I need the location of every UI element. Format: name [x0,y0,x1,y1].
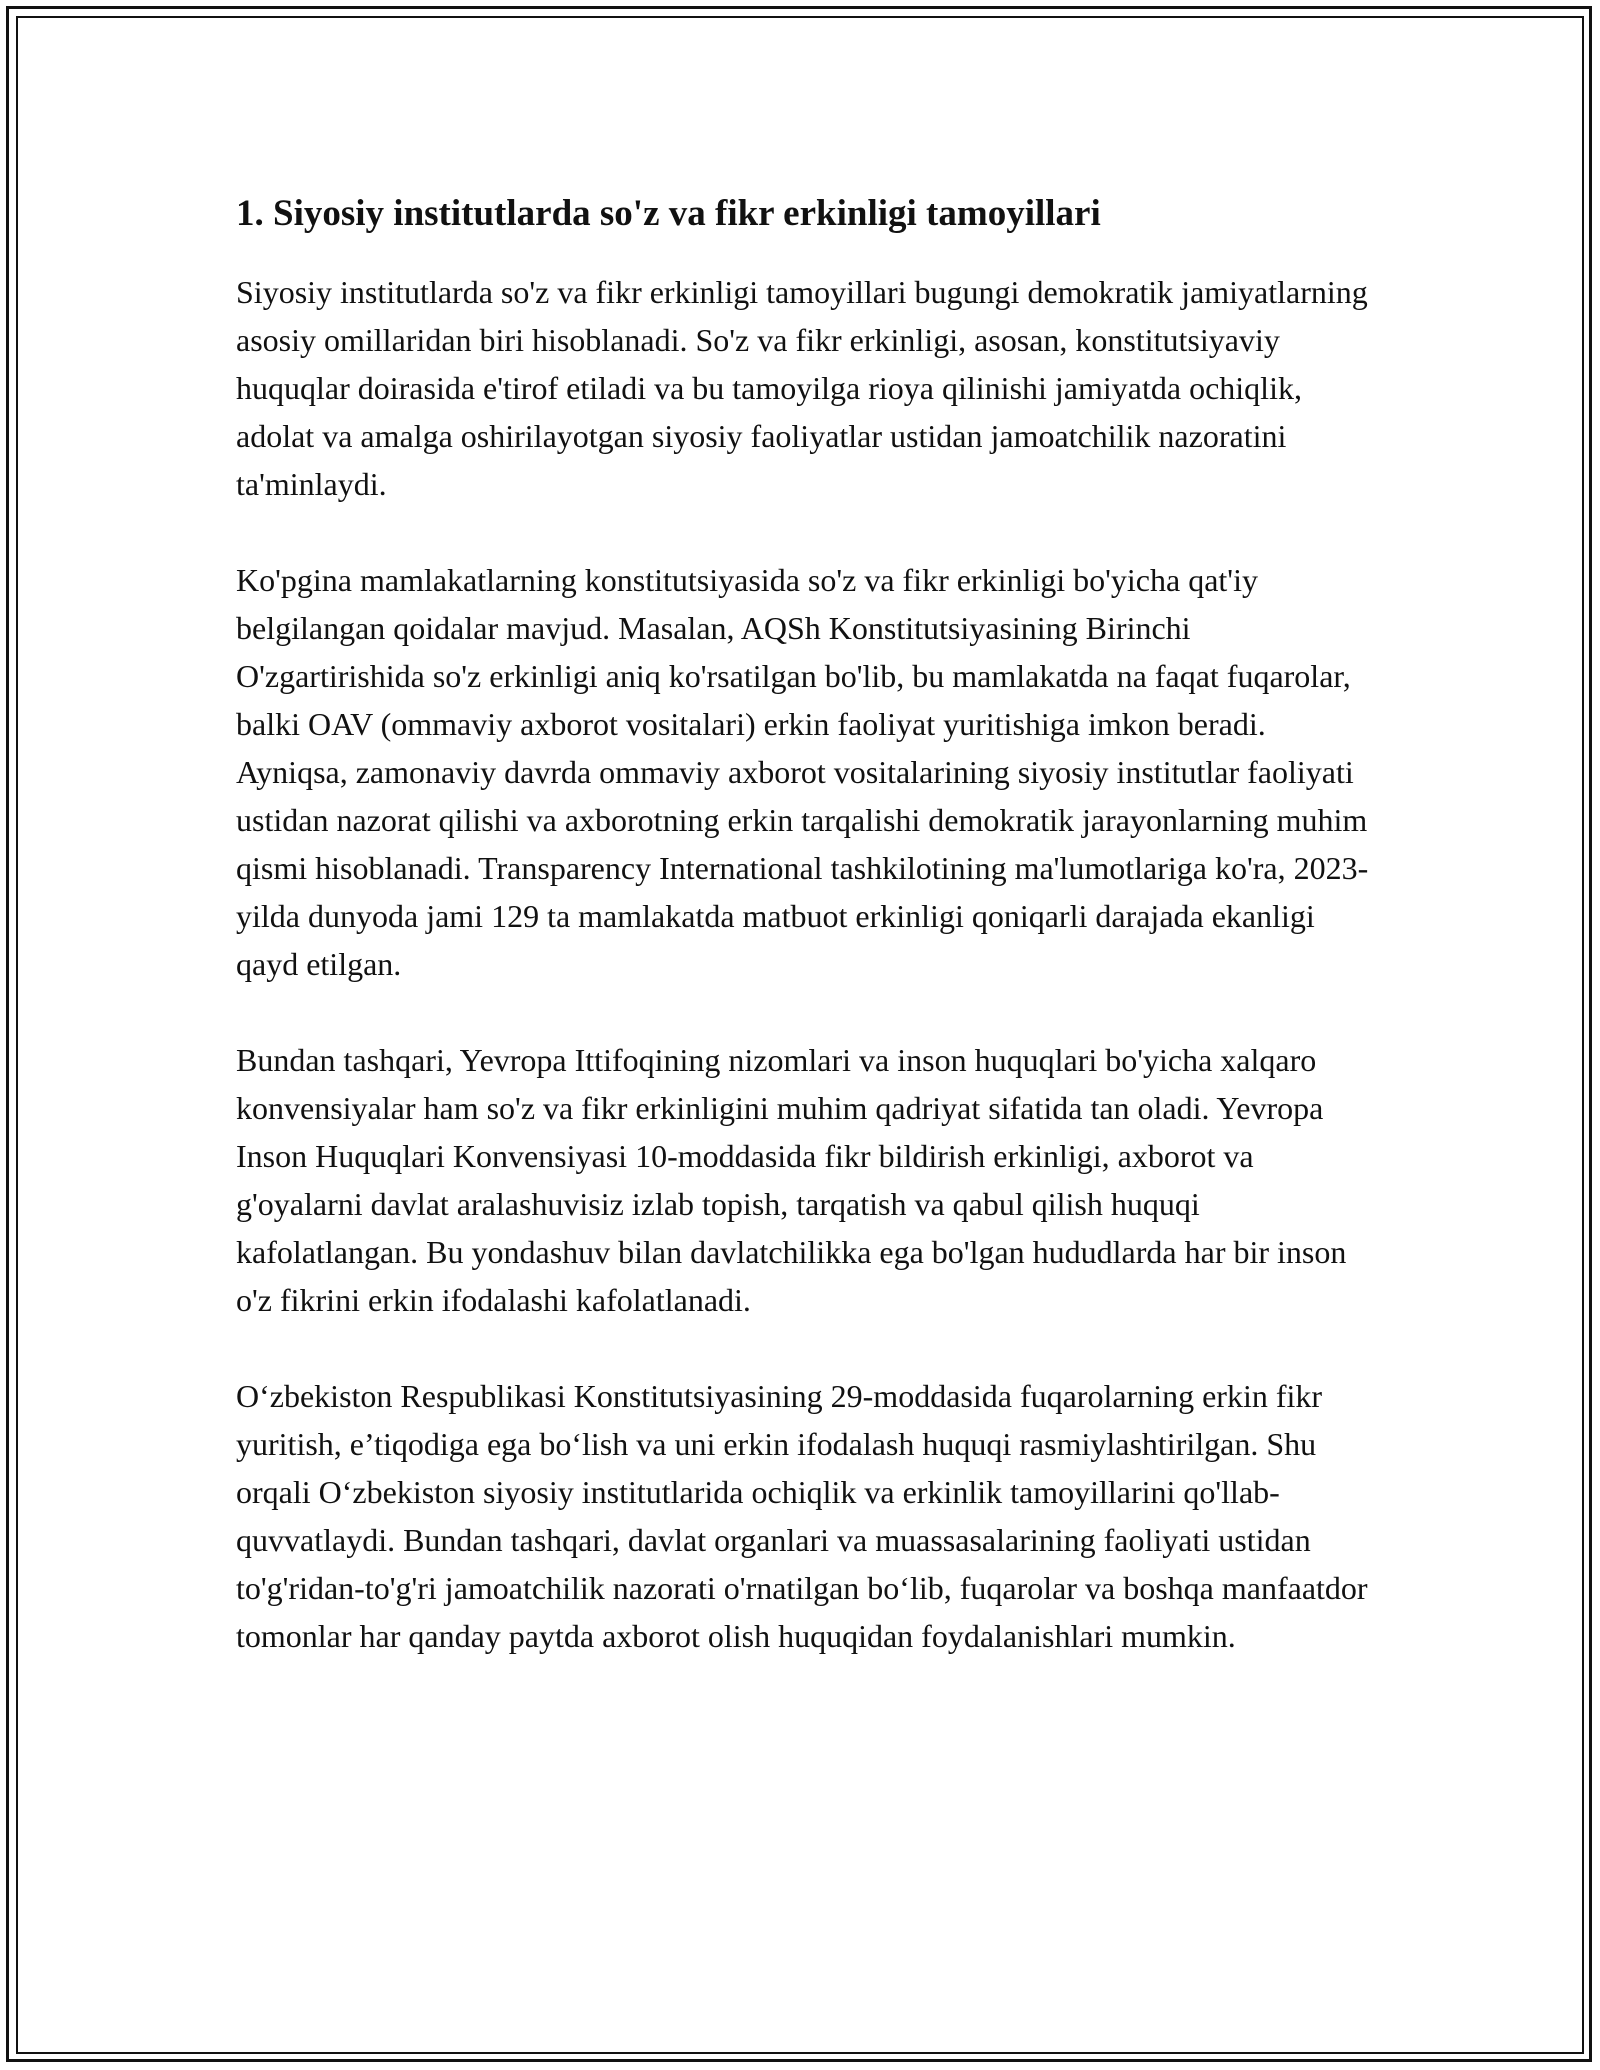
paragraph-1: Siyosiy institutlarda so'z va fikr erkinligi tamoyillari bugungi demokratik jamiyatlarning asosiy omillaridan biri hisoblanadi. So'z va fikr erkinligi, asosan, konstitutsiyaviy huquqlar doirasida e'tirof etiladi va bu tamoyilga rioya qilinishi jamiyatda ochiqlik, adolat va amalga oshirilayotgan siyosiy faoliyatlar ustidan jamoatchilik nazoratini ta'minlaydi. [236,274,1368,502]
paragraph-3: Bundan tashqari, Yevropa Ittifoqining nizomlari va inson huquqlari bo'yicha xalqaro konvensiyalar ham so'z va fikr erkinligini muhim qadriyat sifatida tan oladi. Yevropa Inson Huquqlari Konvensiyasi 10-moddasida fikr bildirish erkinligi, axborot va g'oyalarni davlat aralashuvisiz izlab topish, tarqatish va qabul qilish huquqi kafolatlangan. Bu yondashuv bilan davlatchilikka ega bo'lgan hududlarda har bir inson o'z fikrini erkin ifodalashi kafolatlanadi. [236,1042,1347,1318]
paragraph-4: O‘zbekiston Respublikasi Konstitutsiyasining 29-moddasida fuqarolarning erkin fikr yuritish, e’tiqodiga ega bo‘lish va uni erkin ifodalash huquqi rasmiylashtirilgan. Shu orqali O‘zbekiston siyosiy institutlarida ochiqlik va erkinlik tamoyillarini qo'llab-quvvatlaydi. Bundan tashqari, davlat organlari va muassasalarining faoliyati ustidan to'g'ridan-to'g'ri jamoatchilik nazorati o'rnatilgan bo‘lib, fuqarolar va boshqa manfaatdor tomonlar har qanday paytda axborot olish huquqidan foydalanishlari mumkin. [236,1378,1368,1654]
paragraph-2: Ko'pgina mamlakatlarning konstitutsiyasida so'z va fikr erkinligi bo'yicha qat'iy belgilangan qoidalar mavjud. Masalan, AQSh Konstitutsiyasining Birinchi O'zgartirishida so'z erkinligi aniq ko'rsatilgan bo'lib, bu mamlakatda na faqat fuqarolar, balki OAV (ommaviy axborot vositalari) erkin faoliyat yuritishiga imkon beradi. Ayniqsa, zamonaviy davrda ommaviy axborot vositalarining siyosiy institutlar faoliyati ustidan nazorat qilishi va axborotning erkin tarqalishi demokratik jarayonlarning muhim qismi hisoblanadi. Transparency International tashkilotining ma'lumotlariga ko'ra, 2023-yilda dunyoda jami 129 ta mamlakatda matbuot erkinligi qoniqarli darajada ekanligi qayd etilgan. [236,562,1369,982]
section-title: 1. Siyosiy institutlarda so'z va fikr erkinligi tamoyillari [236,193,1101,234]
document-body [236,190,1376,1708]
